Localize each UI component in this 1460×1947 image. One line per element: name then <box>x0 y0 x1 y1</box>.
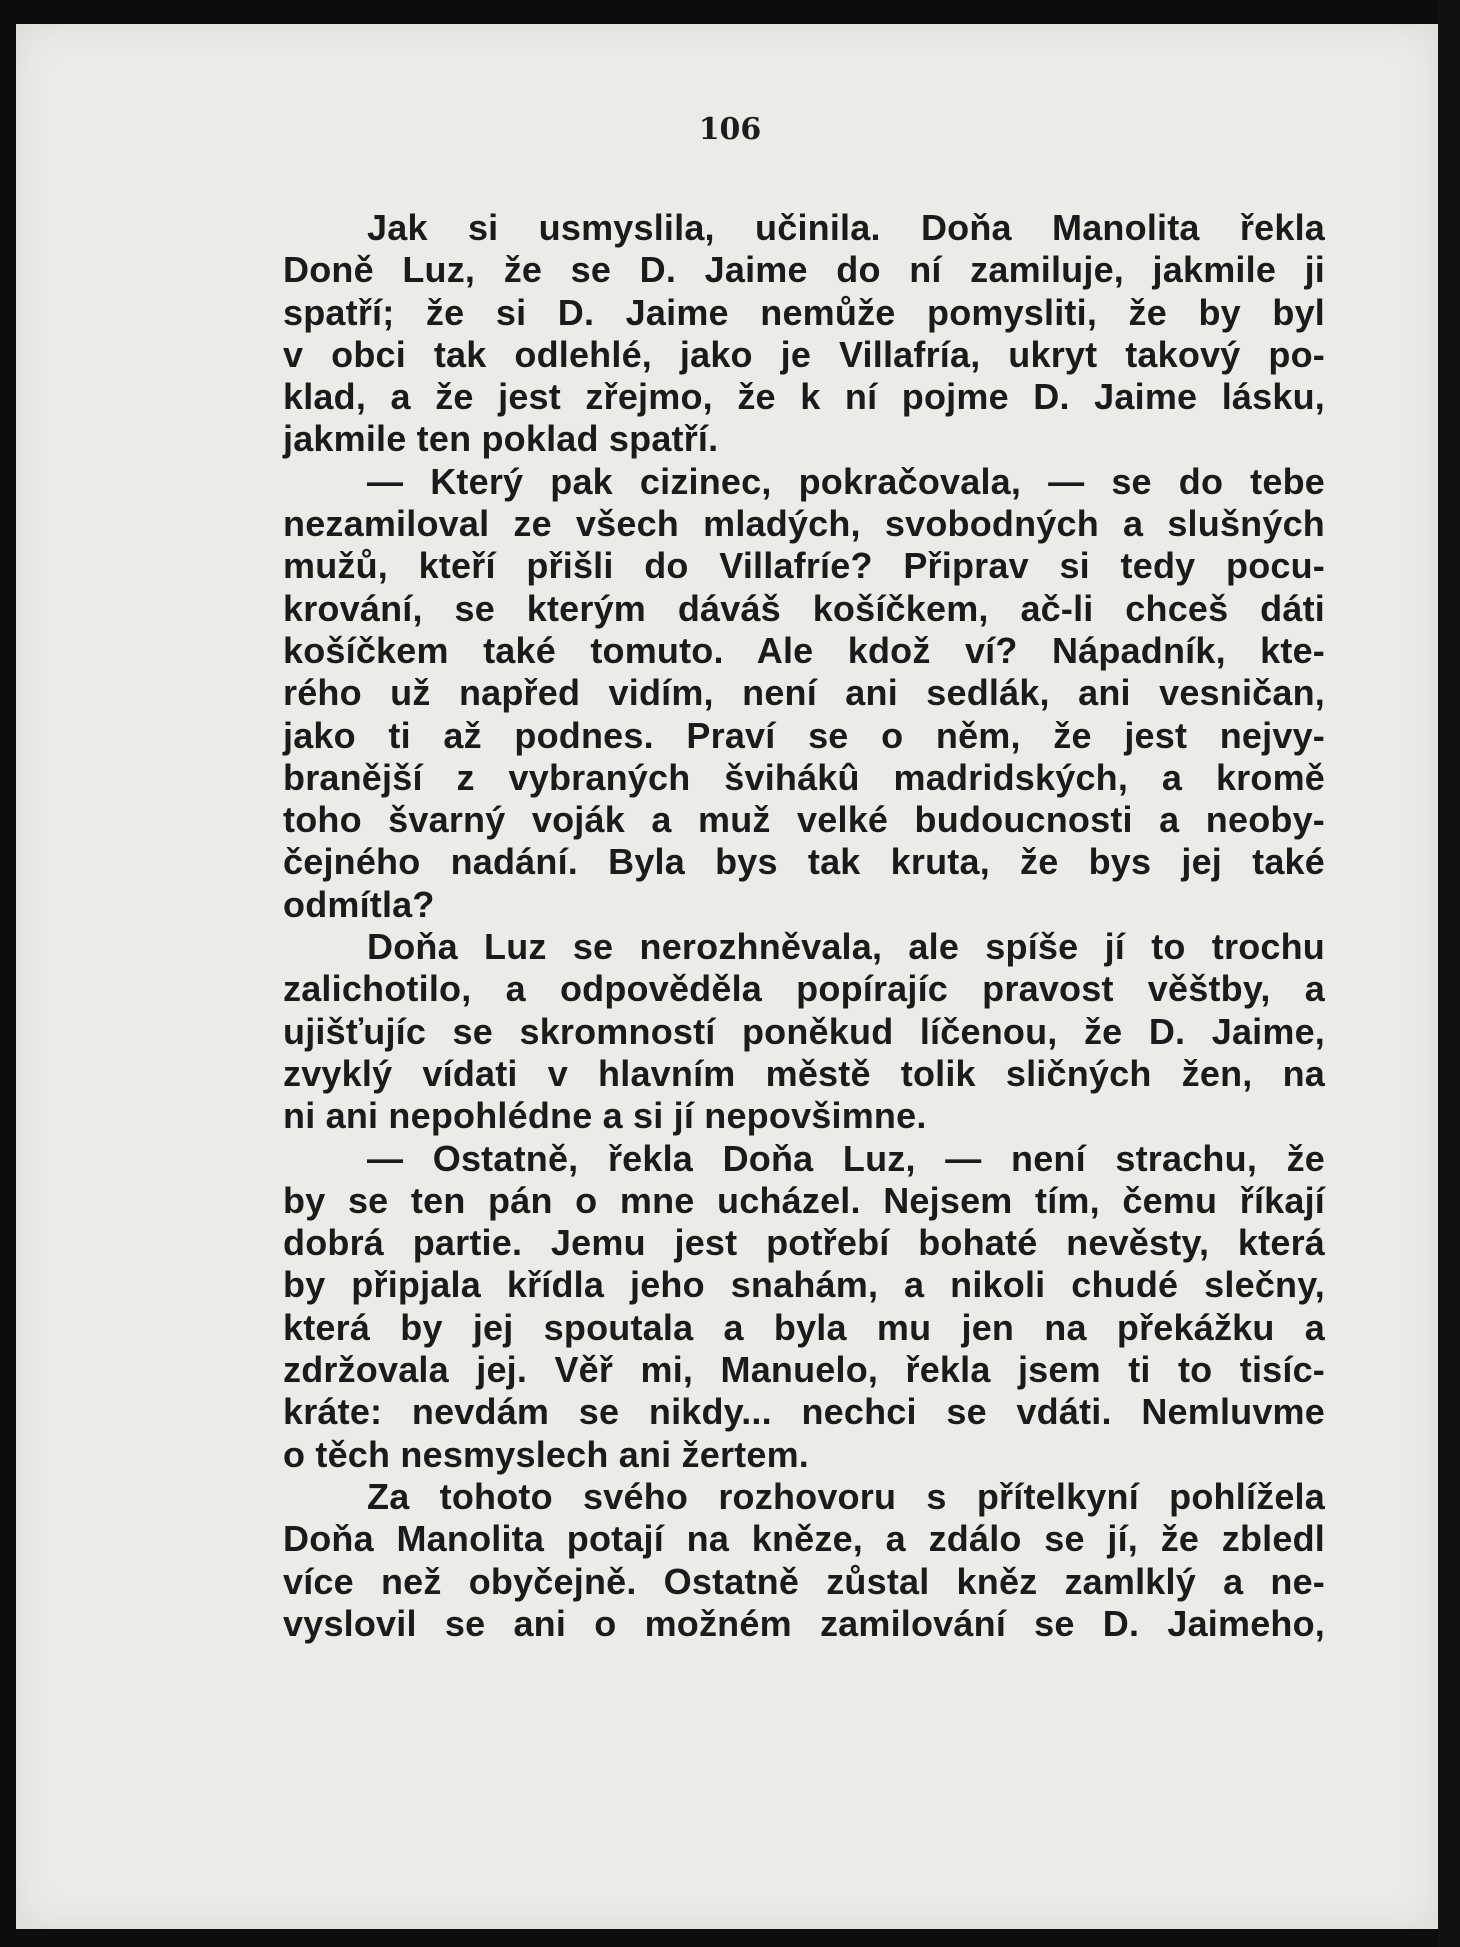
text-line: čejného nadání. Byla bys tak kruta, že bys jej také <box>283 841 1325 883</box>
text-line: jako ti až podnes. Praví se o něm, že jest nejvy- <box>283 714 1325 756</box>
text-line: kráte: nevdám se nikdy... nechci se vdáti. Nemluvme <box>283 1391 1325 1433</box>
page-number: 106 <box>698 112 762 147</box>
text-line: Jak si usmyslila, učinila. Doňa Manolita řekla <box>367 207 1325 248</box>
text-line: Doně Luz, že se D. Jaime do ní zamiluje, jakmile ji <box>283 249 1325 291</box>
text-line: krování, se kterým dáváš košíčkem, ač-li chceš dáti <box>283 587 1325 629</box>
text-line: toho švarný voják a muž velké budoucnosti a neoby- <box>283 799 1325 841</box>
text-line: — Ostatně, řekla Doňa Luz, — není strachu, že <box>367 1137 1325 1179</box>
text-line: Doňa Manolita potají na kněze, a zdálo se jí, že zbledl <box>283 1518 1325 1560</box>
text-line: dobrá partie. Jemu jest potřebí bohaté nevěsty, která <box>283 1222 1325 1264</box>
text-line: ni ani nepohlédne a si jí nepovšimne. <box>283 1095 927 1137</box>
text-line: zvyklý vídati v hlavním městě tolik sličných žen, na <box>283 1052 1325 1094</box>
text-line: odmítla? <box>283 883 435 925</box>
text-line: v obci tak odlehlé, jako je Villafría, ukryt takový po- <box>283 333 1325 375</box>
text-line: více než obyčejně. Ostatně zůstal kněz zamlklý a ne- <box>283 1560 1325 1602</box>
text-line: o těch nesmyslech ani žertem. <box>283 1433 810 1475</box>
text-line: která by jej spoutala a byla mu jen na překážku a <box>283 1306 1325 1348</box>
text-line: Doňa Luz se nerozhněvala, ale spíše jí to trochu <box>367 926 1325 968</box>
text-line: jakmile ten poklad spatří. <box>283 418 719 460</box>
text-line: by připjala křídla jeho snahám, a nikoli chudé slečny, <box>283 1264 1325 1306</box>
text-line: Za tohoto svého rozhovoru s přítelkyní pohlížela <box>367 1475 1325 1517</box>
text-line: nezamiloval ze všech mladých, svobodných a slušných <box>283 503 1325 545</box>
text-line: spatří; že si D. Jaime nemůže pomysliti, že by byl <box>283 291 1325 333</box>
text-line: zalichotilo, a odpověděla popírajíc pravost věštby, a <box>283 968 1325 1010</box>
text-line: — Který pak cizinec, pokračovala, — se do tebe <box>367 460 1325 502</box>
text-line: klad, a že jest zřejmo, že k ní pojme D. Jaime lásku, <box>283 376 1325 418</box>
text-line: ujišťujíc se skromností poněkud líčenou, že D. Jaime, <box>283 1010 1325 1052</box>
body-text <box>283 207 1325 1645</box>
text-line: zdržovala jej. Věř mi, Manuelo, řekla jsem ti to tisíc- <box>283 1349 1325 1391</box>
text-line: košíčkem také tomuto. Ale kdož ví? Nápadník, kte- <box>283 629 1325 671</box>
text-line: by se ten pán o mne ucházel. Nejsem tím, čemu říkají <box>283 1179 1325 1221</box>
text-line: mužů, kteří přišli do Villafríe? Připrav si tedy pocu- <box>283 545 1325 587</box>
scan-border <box>1438 0 1460 1947</box>
text-line: rého už napřed vidím, není ani sedlák, ani vesničan, <box>283 672 1325 714</box>
text-line: vyslovil se ani o možném zamilování se D. Jaimeho, <box>283 1602 1325 1644</box>
text-line: branější z vybraných švihákû madridských, a kromě <box>283 756 1325 798</box>
